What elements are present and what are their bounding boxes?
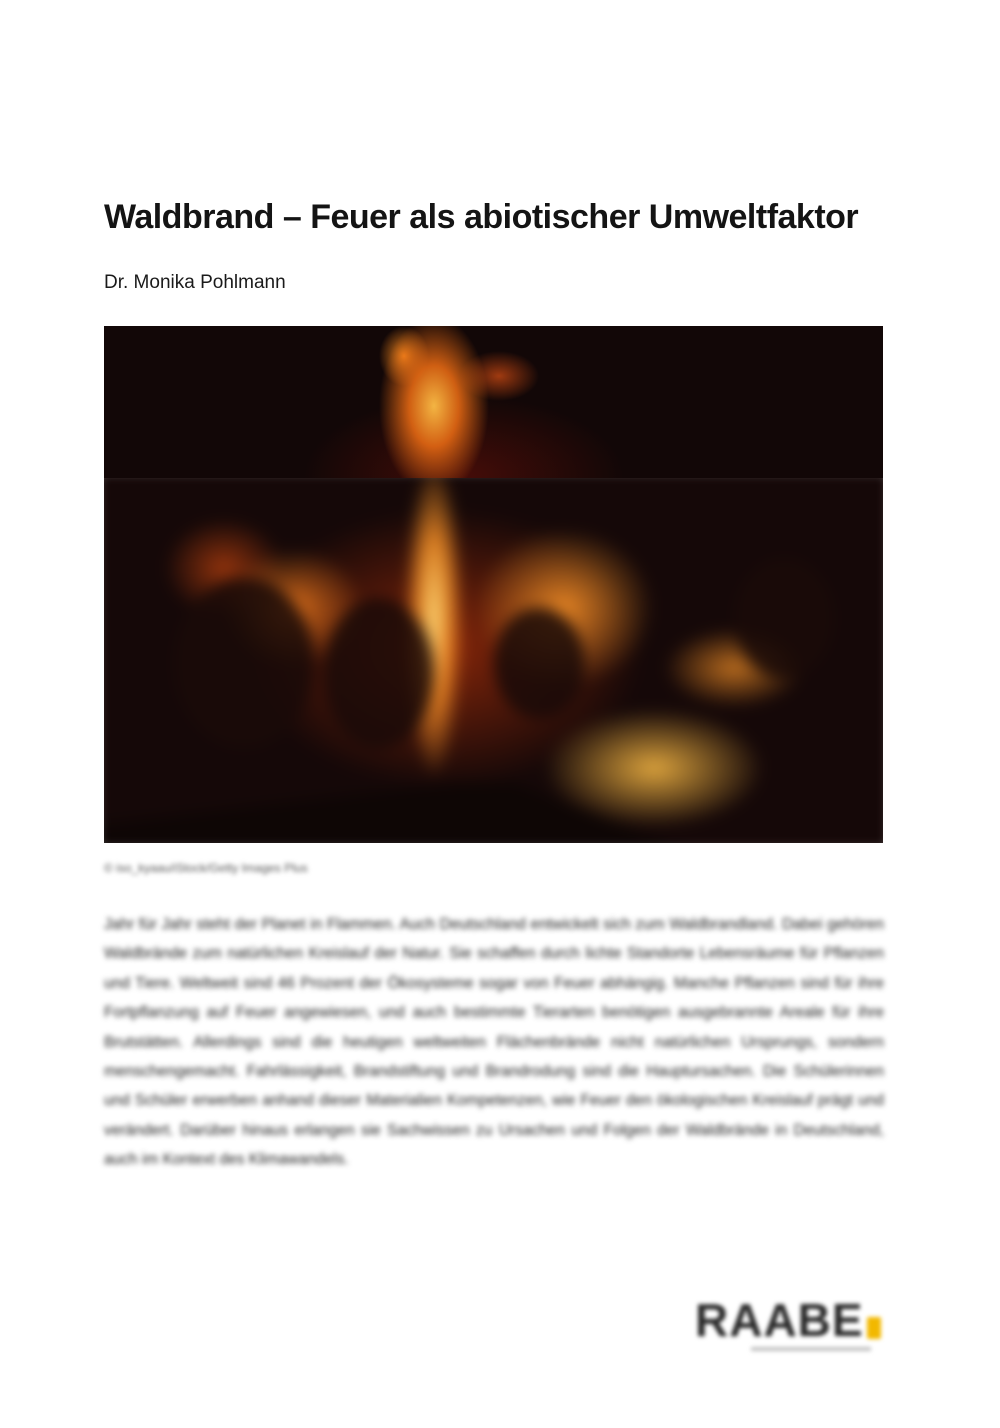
author-name: Dr. Monika Pohlmann — [104, 272, 286, 293]
raabe-logo — [695, 1293, 895, 1363]
tree-silhouette — [734, 558, 834, 678]
photo-blurred-area — [104, 478, 883, 843]
tree-silhouette — [324, 598, 434, 748]
intro-paragraph: Jahr für Jahr steht der Planet in Flammen. Auch Deutschland entwickelt sich zum Waldbrandland. Dabei gehören Waldbrände zum natürlichen Kreislauf der Natur. Sie schaffen durch lichte Standorte Lebensräume für Pflanzen und Tiere. Weltweit sind 46 Prozent der Ökosysteme sogar von Feuer abhängig. Manche Pflanzen sind für ihre Fortpflanzung auf Feuer angewiesen, und auch bestimmte Tierarten benötigen ausgebrannte Areale für ihre Brutstätten. Allerdings sind die heutigen weltweiten Flächenbrände nicht natürlichen Ursprungs, sondern menschengemacht. Fahrlässigkeit, Brandstiftung und Brandrodung sind die Hauptursachen. Die Schülerinnen und Schüler erwerben anhand dieser Materialien Kompetenzen, wie Feuer den ökologischen Kreislauf prägt und verändert. Darüber hinaus erlangen sie Sachwissen zu Ursachen und Folgen der Waldbrände in Deutschland, auch im Kontext des Klimawandels. — [104, 916, 884, 1169]
page-title: Waldbrand – Feuer als abiotischer Umweltfaktor — [104, 198, 859, 236]
photo-top-flames — [104, 326, 883, 478]
forest-fire-photo — [104, 326, 883, 843]
logo-accent-mark — [867, 1317, 881, 1339]
logo-wordmark: RAABE — [695, 1294, 864, 1346]
tree-silhouette — [494, 608, 584, 718]
image-credit: © iso_kyaau/iStock/Getty Images Plus — [104, 861, 308, 875]
roof-silhouette — [104, 783, 694, 843]
tree-silhouette — [174, 578, 314, 748]
logo-tagline — [751, 1347, 871, 1351]
